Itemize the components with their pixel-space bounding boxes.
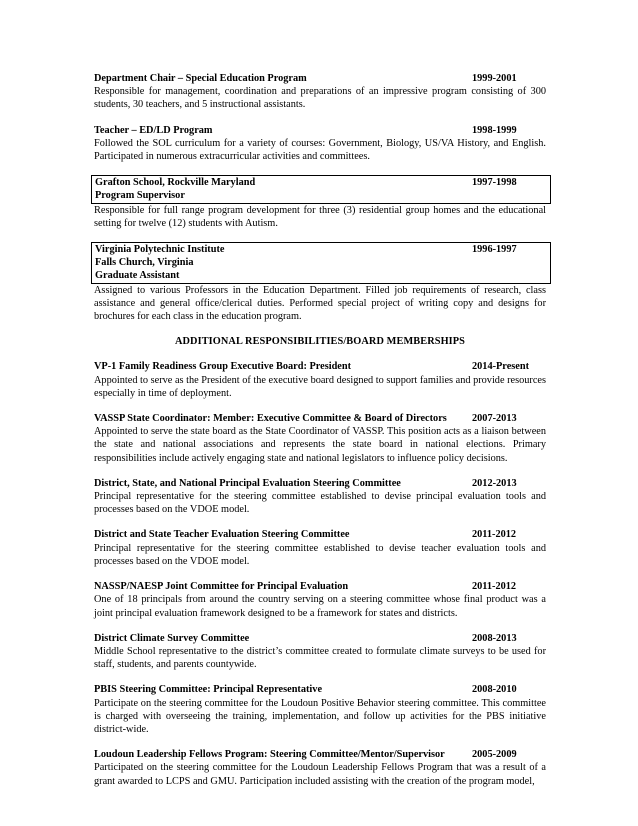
- responsibility-entry: [94, 683, 546, 736]
- employer-box: [91, 242, 551, 284]
- responsibility-header: [94, 477, 546, 490]
- responsibility-title: NASSP/NAESP Joint Committee for Principal Evaluation: [94, 581, 349, 593]
- job-header: [94, 72, 546, 85]
- employer-name: Virginia Polytechnic Institute: [95, 244, 225, 256]
- responsibility-entry: [94, 748, 546, 788]
- job-title: Teacher – ED/LD Program: [94, 124, 213, 136]
- responsibility-years: 2007-2013: [472, 413, 517, 425]
- responsibility-title: PBIS Steering Committee: Principal Representative: [94, 684, 323, 696]
- job-entry: [94, 124, 546, 164]
- job-description: Responsible for management, coordination and preparations of an impressive program consisting of 300 students, 30 teachers, and 5 instructional assistants.: [94, 86, 546, 111]
- employer-box: [91, 175, 551, 203]
- responsibility-title: District Climate Survey Committee: [94, 632, 250, 644]
- responsibility-entry: [94, 528, 546, 568]
- responsibility-title: VASSP State Coordinator: Member: Executive Committee & Board of Directors: [94, 413, 447, 425]
- responsibilities-list: [94, 360, 546, 787]
- responsibility-years: 2014-Present: [472, 361, 529, 373]
- responsibility-entry: [94, 412, 546, 465]
- responsibility-header: [94, 580, 546, 593]
- responsibility-description: Participated on the steering committee for the Loudoun Leadership Fellows Program that was a result of a grant awarded to LCPS and GMU. Participation included assisting with the creation of the program model,: [94, 762, 546, 787]
- responsibility-years: 2005-2009: [472, 749, 517, 761]
- responsibility-entry: [94, 477, 546, 517]
- employer-years: 1996-1997: [472, 244, 517, 256]
- responsibility-entry: [94, 632, 546, 672]
- responsibility-header: [94, 748, 546, 761]
- responsibility-years: 2012-2013: [472, 477, 517, 489]
- responsibility-title: Loudoun Leadership Fellows Program: Steering Committee/Mentor/Supervisor: [94, 749, 445, 761]
- responsibility-title: District, State, and National Principal Evaluation Steering Committee: [94, 477, 401, 489]
- employer-location: Falls Church, Virginia: [95, 257, 194, 269]
- job-years: 1998-1999: [472, 124, 517, 136]
- responsibility-description: One of 18 principals from around the country serving on a steering committee whose final product was a joint principal evaluation framework designed to be a framework for states and districts.: [94, 594, 546, 619]
- employer-entry-grafton: [94, 175, 546, 230]
- responsibility-years: 2008-2013: [472, 632, 517, 644]
- responsibility-header: [94, 683, 546, 696]
- employer-name: Grafton School, Rockville Maryland: [95, 177, 256, 189]
- responsibility-description: Principal representative for the steering committee established to devise principal evaluation tools and processes based on the VDOE model.: [94, 491, 546, 516]
- responsibility-title: District and State Teacher Evaluation Steering Committee: [94, 529, 350, 541]
- employer-years: 1997-1998: [472, 177, 517, 189]
- employer-entry-vpi: [94, 242, 546, 323]
- job-title: Department Chair – Special Education Program: [94, 73, 307, 84]
- job-header: [94, 124, 546, 137]
- responsibility-header: [94, 632, 546, 645]
- resume-page: [94, 72, 546, 800]
- job-entry: [94, 72, 546, 112]
- responsibility-header: [94, 412, 546, 425]
- employer-role: Program Supervisor: [95, 190, 185, 202]
- responsibility-header: [94, 360, 546, 373]
- responsibility-years: 2011-2012: [472, 581, 517, 593]
- responsibility-description: Participate on the steering committee for the Loudoun Positive Behavior steering committee. This committee is charged with overseeing the training, implementation, and follow up activities for the PBS initiative district-wide.: [94, 697, 546, 735]
- job-years: 1999-2001: [472, 73, 517, 84]
- responsibility-header: [94, 528, 546, 541]
- job-description: Assigned to various Professors in the Education Department. Filled job requirements of research, class assistance and general office/clerical duties. Performed special project of writing copy and designs for brochures for each class in the education program.: [94, 284, 546, 323]
- section-title: ADDITIONAL RESPONSIBILITIES/BOARD MEMBERSHIPS: [174, 336, 466, 348]
- job-description: Followed the SOL curriculum for a variety of courses: Government, Biology, US/VA History, and English. Participated in numerous extracurricular activities and committees.: [94, 137, 546, 163]
- responsibility-description: Middle School representative to the district’s committee created to formulate climate surveys to be used for staff, students, and parents countywide.: [94, 645, 546, 671]
- responsibility-description: Appointed to serve the state board as the State Coordinator of VASSP. This position acts as a liaison between the state and national associations and represents the state board in national elections. Primary responsibilities include actively engaging state and national legislators to influence policy decisions.: [94, 426, 546, 464]
- employer-role: Graduate Assistant: [95, 270, 180, 282]
- responsibility-title: VP-1 Family Readiness Group Executive Board: President: [94, 361, 352, 373]
- responsibility-description: Appointed to serve as the President of the executive board designed to support families and provide resources especially in time of deployment.: [94, 374, 546, 399]
- responsibility-years: 2011-2012: [472, 529, 517, 541]
- job-description: Responsible for full range program development for three (3) residential group homes and the educational setting for twelve (12) students with Autism.: [94, 204, 546, 229]
- responsibility-years: 2008-2010: [472, 684, 517, 696]
- responsibility-entry: [94, 360, 546, 400]
- responsibility-description: Principal representative for the steering committee established to devise teacher evaluation tools and processes based on the VDOE model.: [94, 542, 546, 567]
- responsibility-entry: [94, 580, 546, 620]
